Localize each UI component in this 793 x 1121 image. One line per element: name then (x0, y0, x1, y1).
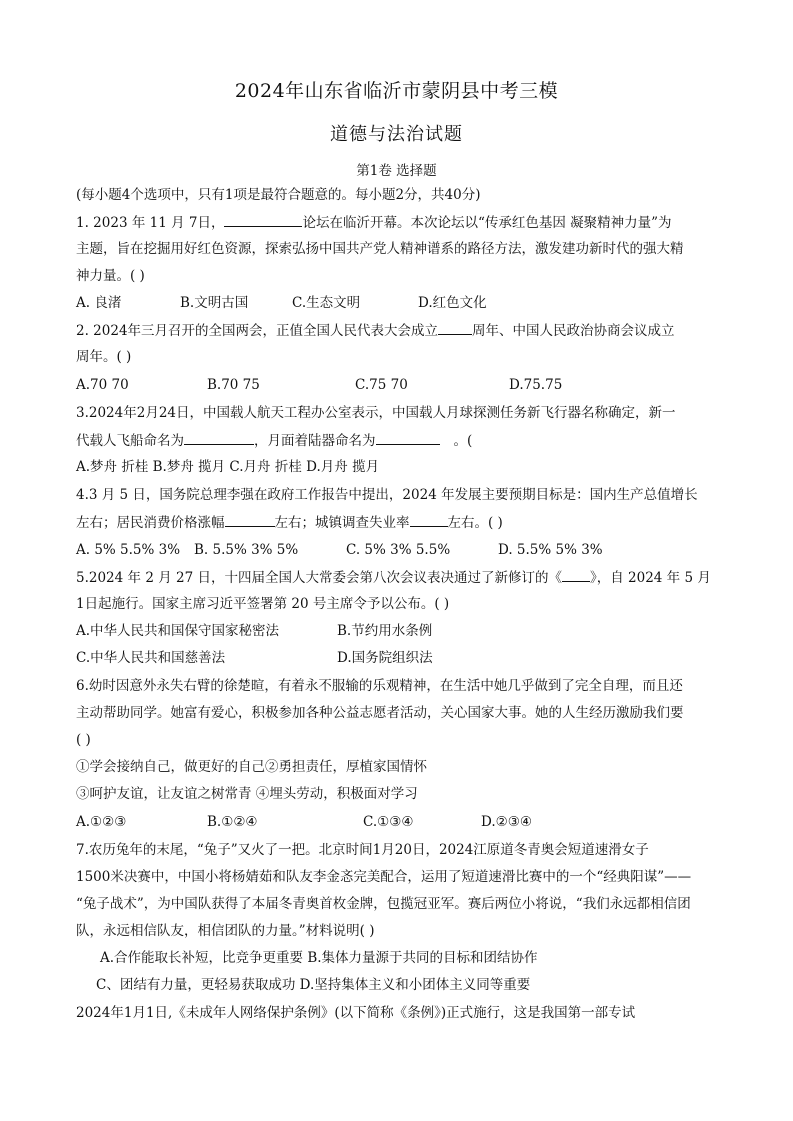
option-a: A.中华人民共和国保守国家秘密法 (76, 623, 280, 639)
exam-title: 2024年山东省临沂市蒙阴县中考三模 (234, 80, 559, 102)
answer-blank (225, 512, 275, 527)
option-c: C.75 70 (355, 377, 408, 393)
question-2-line-2: 周年。( ) (76, 349, 132, 365)
option-b: B.节约用水条例 (337, 623, 433, 639)
answer-blank (224, 212, 302, 227)
option-b: B.70 75 (207, 377, 260, 393)
question-7-line-3: “兔子战术”，为中国队获得了本届冬青奥首枚金牌，包揽冠亚军。赛后两位小将说，“我们永远都相信团 (76, 896, 691, 912)
option-d: D.红色文化 (418, 295, 487, 311)
question-7-options-2: C、团结有力量，更轻易获取成功 D.坚持集体主义和小团体主义同等重要 (96, 977, 531, 993)
question-5-line-1 (76, 567, 711, 588)
question-1-text-b: 论坛在临沂开幕。本次论坛以“传承红色基因 凝聚精神力量”为 (302, 215, 672, 231)
option-a: A. 5% 5.5% 3% (76, 542, 181, 558)
option-c: C.①③④ (363, 814, 414, 830)
question-6-line-1: 6.幼时因意外永失右臂的徐楚暄，有着永不服输的乐观精神，在生活中她几乎做到了完全自理，而且还 (76, 678, 683, 694)
answer-blank (184, 430, 254, 445)
question-3-line-1: 3.2024年2月24日，中国载人航天工程办公室表示，中国载人月球探测任务新飞行器名称确定，新一 (76, 405, 676, 421)
question-6-line-3: ( ) (76, 732, 91, 748)
question-4-options (76, 540, 603, 560)
question-4-line-1: 4.3 月 5 日，国务院总理李强在政府工作报告中提出，2024 年发展主要预期目标是：国内生产总值增长 (76, 487, 698, 503)
answer-blank (410, 512, 448, 527)
option-d: D.75.75 (509, 377, 563, 393)
question-1-line-2: 主题，旨在挖掘用好红色资源，探索弘扬中国共产党人精神谱系的路径方法，激发建功新时代的强大精 (76, 241, 684, 257)
question-7-options-1: A.合作能取长补短，比竞争更重要 B.集体力量源于共同的目标和团结协作 (100, 950, 538, 966)
answer-blank (562, 567, 590, 582)
question-2-text-b: 周年、中国人民政治协商会议成立 (472, 323, 675, 339)
question-3-line-2 (76, 430, 472, 451)
question-4-text-b: 左右；城镇调查失业率 (274, 515, 410, 531)
question-3-text-b: ，月面着陆器命名为 (254, 433, 376, 449)
question-4-text-a: 左右；居民消费价格涨幅 (76, 515, 225, 531)
question-5-options-2 (76, 648, 433, 668)
answer-blank (438, 320, 472, 335)
question-2-line-1 (76, 320, 675, 341)
option-c: C.生态文明 (292, 295, 361, 311)
question-1-line-1 (76, 212, 672, 233)
question-1-line-3: 神力量。( ) (76, 268, 145, 284)
question-4-line-2 (76, 512, 503, 533)
option-b: B.文明古国 (180, 295, 249, 311)
section-title: 第1卷 选择题 (356, 163, 437, 179)
answer-blank (376, 430, 440, 445)
option-d: D.国务院组织法 (337, 650, 433, 666)
question-6-options (76, 812, 532, 832)
option-d: D. 5.5% 5% 3% (498, 542, 603, 558)
question-3-options: A.梦舟 折桂 B.梦舟 揽月 C.月舟 折桂 D.月舟 揽月 (76, 459, 380, 475)
question-1-options (76, 293, 487, 313)
exam-subject: 道德与法治试题 (330, 124, 463, 145)
question-1-text-a: 1. 2023 年 11 月 7日， (76, 215, 225, 231)
question-2-options (76, 375, 562, 395)
question-5-line-2: 1日起施行。国家主席习近平签署第 20 号主席令予以公布。( ) (76, 596, 450, 612)
question-3-text-c: 。( (453, 433, 473, 449)
question-6-statements-1: ①学会接纳自己，做更好的自己②勇担责任，厚植家国情怀 (76, 759, 427, 775)
option-a: A.70 70 (76, 377, 129, 393)
option-a: A. 良渚 (76, 295, 122, 311)
question-3-text-a: 代载人飞船命名为 (76, 433, 184, 449)
option-a: A.①②③ (76, 814, 127, 830)
option-b: B. 5.5% 3% 5% (194, 542, 299, 558)
question-7-line-4: 队，永远相信队友，相信团队的力量。”材料说明( ) (76, 923, 375, 939)
option-c: C.中华人民共和国慈善法 (76, 650, 226, 666)
option-c: C. 5% 3% 5.5% (346, 542, 451, 558)
question-2-text-a: 2. 2024年三月召开的全国两会，正值全国人民代表大会成立 (76, 323, 439, 339)
question-6-statements-2: ③呵护友谊，让友谊之树常青 ④埋头劳动，积极面对学习 (76, 786, 418, 802)
question-6-line-2: 主动帮助同学。她富有爱心，积极参加各种公益志愿者活动，关心国家大事。她的人生经历激励我们要 (76, 705, 684, 721)
question-4-text-c: 左右。( ) (447, 515, 503, 531)
question-5-options-1 (76, 621, 432, 641)
option-b: B.①②④ (207, 814, 258, 830)
instructions: (每小题4个选项中，只有1项是最符合题意的。每小题2分，共40分) (76, 187, 481, 203)
question-7-line-1: 7.农历兔年的末尾，“兔子”又火了一把。北京时间1月20日，2024江原道冬青奥会短道速滑女子 (76, 842, 649, 858)
question-8-line-1: 2024年1月1日,《未成年人网络保护条例》(以下简称《条例》)正式施行，这是我国第一部专试 (76, 1005, 636, 1021)
question-7-line-2: 1500米决赛中，中国小将杨婧茹和队友李金忞完美配合，运用了短道速滑比赛中的一个“经典阳谋”—— (76, 869, 692, 885)
question-5-text-b: 》，自 2024 年 5 月 (589, 570, 711, 586)
option-d: D.②③④ (481, 814, 532, 830)
question-5-text-a: 5.2024 年 2 月 27 日，十四届全国人大常委会第八次会议表决通过了新修订的《 (76, 570, 562, 586)
